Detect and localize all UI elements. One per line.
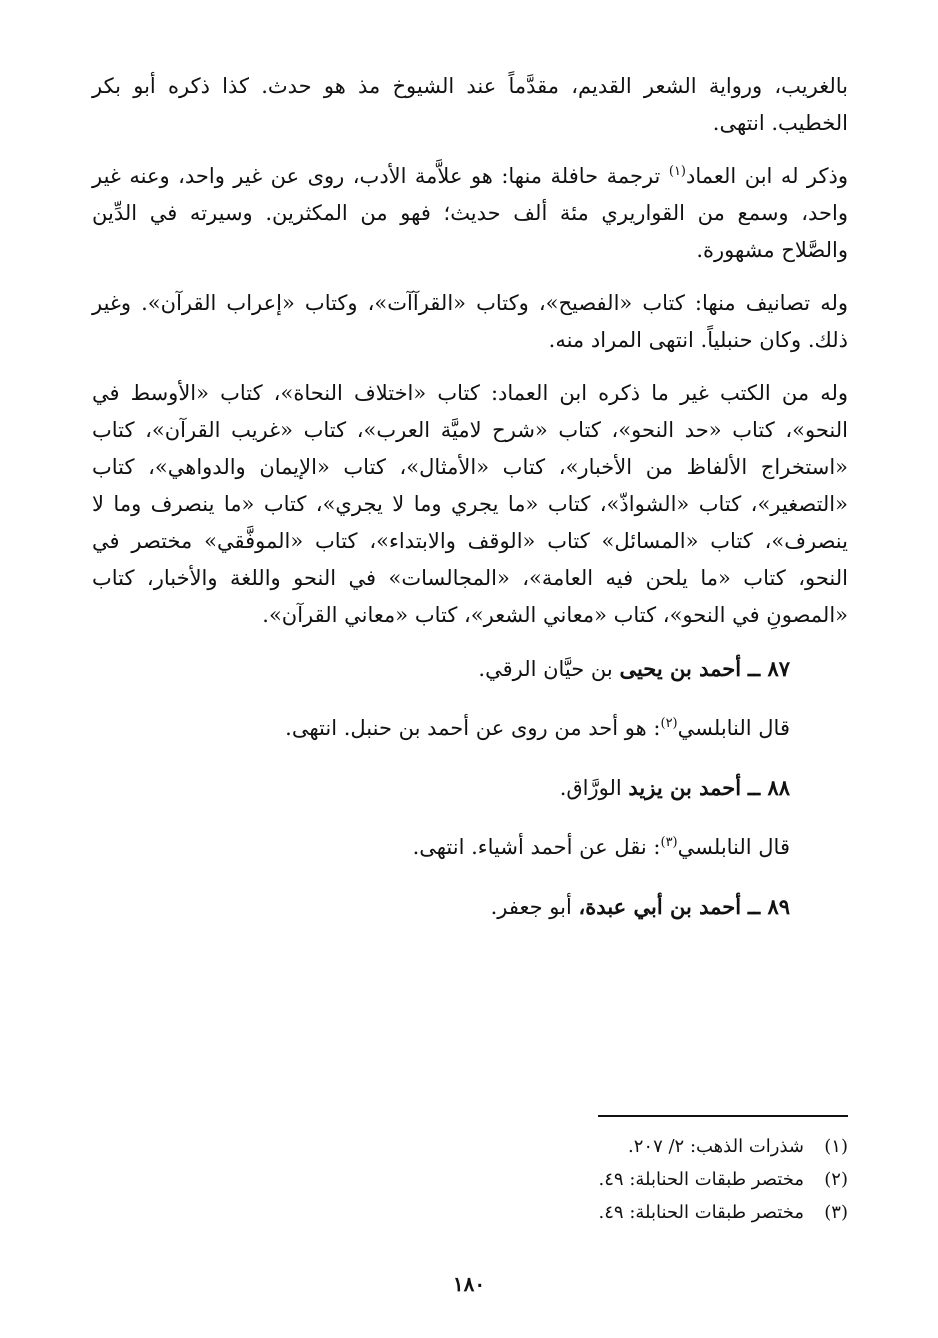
footnote-ref-1: (١): [668, 164, 686, 179]
entry-89-name: أحمد بن أبي عبدة،: [578, 894, 742, 919]
entry-88-note-start: قال النابلسي: [677, 835, 790, 859]
paragraph-4: وله من الكتب غير ما ذكره ابن العماد: كتاب «اختلاف النحاة»، كتاب «الأوسط في النحو»، كتاب «حد النحو»، كتاب «شرح لاميَّة العرب»، كتاب «غريب القرآن»، كتاب «استخراج الألفاظ من الأخبار»، كتاب «الأمثال»، كتاب «الإيمان والدواهي»، كتاب «التصغير»، كتاب «الشواذّ»، كتاب «ما يجري وما لا يجري»، كتاب «ما ينصرف وما لا ينصرف»، كتاب «المسائل» كتاب «الوقف والابتداء»، كتاب «الموفَّقي» مختصر في النحو، كتاب «ما يلحن فيه العامة»، «المجالسات» في النحو واللغة والأخبار، كتاب «المصونِ في النحو»، كتاب «معاني الشعر»، كتاب «معاني القرآن».: [92, 381, 848, 627]
entry-87-rest: بن حيَّان الرقي.: [478, 657, 620, 681]
entry-87-number: ٨٧ ــ: [747, 656, 790, 681]
footnote-3-text: مختصر طبقات الحنابلة: ٤٩.: [598, 1202, 804, 1223]
footnote-3: [92, 1196, 848, 1229]
entry-87-note-rest: : هو أحد من روى عن أحمد بن حنبل. انتهى.: [285, 716, 661, 740]
entry-87: [92, 650, 848, 688]
footnote-1-text: شذرات الذهب: ٢/ ٢٠٧.: [628, 1136, 804, 1157]
entry-89-number: ٨٩ ــ: [747, 894, 790, 919]
footnote-3-number: (٣): [824, 1202, 848, 1223]
page-body: [92, 68, 848, 948]
page-number: ١٨٠: [452, 1272, 486, 1296]
footnotes: [92, 1130, 848, 1229]
entry-88-note: [92, 829, 848, 866]
footnote-2-number: (٢): [824, 1169, 848, 1190]
footnote-1-number: (١): [824, 1136, 848, 1157]
entry-88-note-rest: : نقل عن أحمد أشياء. انتهى.: [412, 835, 661, 859]
paragraph-2-start: وذكر له ابن العماد: [686, 164, 849, 188]
entry-89-rest: أبو جعفر.: [490, 895, 579, 919]
entry-88-rest: الورَّاق.: [559, 776, 629, 800]
footnote-separator: [598, 1115, 848, 1117]
footnote-ref-3: (٣): [660, 835, 678, 850]
entry-87-note-start: قال النابلسي: [677, 716, 790, 740]
footnote-2-text: مختصر طبقات الحنابلة: ٤٩.: [598, 1169, 804, 1190]
paragraph-3: وله تصانيف منها: كتاب «الفصيح»، وكتاب «القرآآت»، وكتاب «إعراب القرآن». وغير ذلك. وكان حنبلياً. انتهى المراد منه.: [92, 291, 848, 352]
entry-89: [92, 888, 848, 926]
entry-87-note: [92, 710, 848, 747]
paragraph-2-rest: ترجمة حافلة منها: هو علاَّمة الأدب، روى عن غير واحد، وعنه غير واحد، وسمع من القواريري مئة ألف حديث؛ فهو من المكثرين. وسيرته في الدِّين والصَّلاح مشهورة.: [92, 164, 848, 262]
paragraph-2: [92, 158, 848, 269]
entry-87-name: أحمد بن يحيى: [619, 656, 742, 681]
footnote-2: [92, 1163, 848, 1196]
entry-88: [92, 769, 848, 807]
paragraph-1: بالغريب، ورواية الشعر القديم، مقدَّماً عند الشيوخ مذ هو حدث. كذا ذكره أبو بكر الخطيب. انتهى.: [92, 74, 848, 135]
footnote-ref-2: (٢): [660, 716, 678, 731]
entry-88-number: ٨٨ ــ: [747, 775, 790, 800]
entry-88-name: أحمد بن يزيد: [628, 775, 742, 800]
footnote-1: [92, 1130, 848, 1163]
